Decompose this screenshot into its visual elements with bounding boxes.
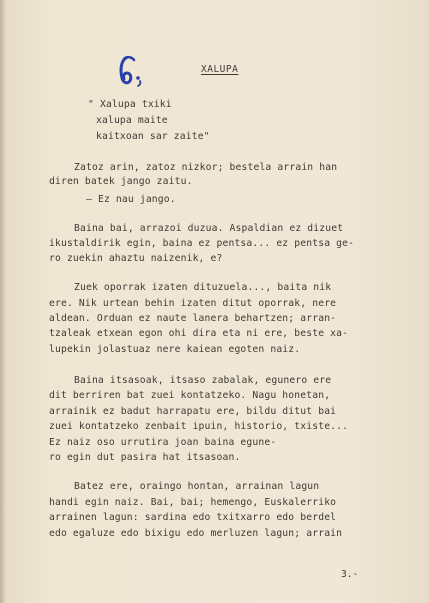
body-line: arrainik ez badut harrapatu ere, bildu ditut bai — [49, 406, 337, 417]
body-line: arrainen lagun: sardina edo txitxarro edo berdel — [49, 512, 337, 523]
body-line: Zatoz arin, zatoz nizkor; bestela arrain han — [74, 162, 338, 173]
body-line: ere. Nik urtean behin izaten ditut oporrak, nere — [49, 298, 337, 309]
body-line: tzaleak etxean egon ohi dira eta ni ere, beste xa- — [49, 328, 349, 339]
body-line: Batez ere, oraingo hontan, arrainan lagun — [74, 481, 320, 492]
body-line: ro zuekin ahaztu naizenik, e? — [49, 253, 223, 264]
body-line: Zuek oporrak izaten dituzuela..., baita nik — [74, 282, 332, 293]
poem-line: kaitxoan sar zaite" — [96, 131, 210, 142]
body-line: ro egin dut pasira hat itsasoan. — [49, 452, 241, 463]
body-line: Baina itsasoak, itsaso zabalak, egunero ere — [74, 375, 332, 386]
document-title: XALUPA — [201, 64, 239, 75]
body-line: Baina bai, arrazoi duzua. Aspaldian ez dizuet — [74, 223, 344, 234]
poem-line: " Xalupa txiki — [88, 99, 172, 110]
body-line: lupekin jolastuaz nere kaiean egoten naiz. — [49, 344, 301, 355]
poem-line: xalupa maite — [96, 115, 168, 126]
body-line: diren batek jango zaitu. — [49, 176, 193, 187]
body-line: edo egaluze edo bixigu edo merluzen lagun; arrain — [49, 528, 343, 539]
body-line: Ez naiz oso urrutira joan baina egune- — [49, 437, 277, 448]
blue-ink-mark-icon — [112, 52, 148, 88]
body-line: dit berriren bat zuei kontatzeko. Nagu honetan, — [49, 390, 331, 401]
body-line: ikustaldirik egin, baina ez pentsa... ez pentsa ge- — [49, 238, 355, 249]
page-edge-shadow — [0, 0, 6, 603]
page-number: 3.- — [341, 569, 359, 580]
body-line: aldean. Orduan ez naute lanera behartzen; arran- — [49, 313, 337, 324]
body-line: – Ez nau jango. — [86, 194, 176, 205]
body-line: handi egin naiz. Bai, bai; hemengo, Euskalerriko — [49, 497, 337, 508]
body-line: zuei kontatzeko zenbait ipuin, historio, txiste... — [49, 421, 349, 432]
